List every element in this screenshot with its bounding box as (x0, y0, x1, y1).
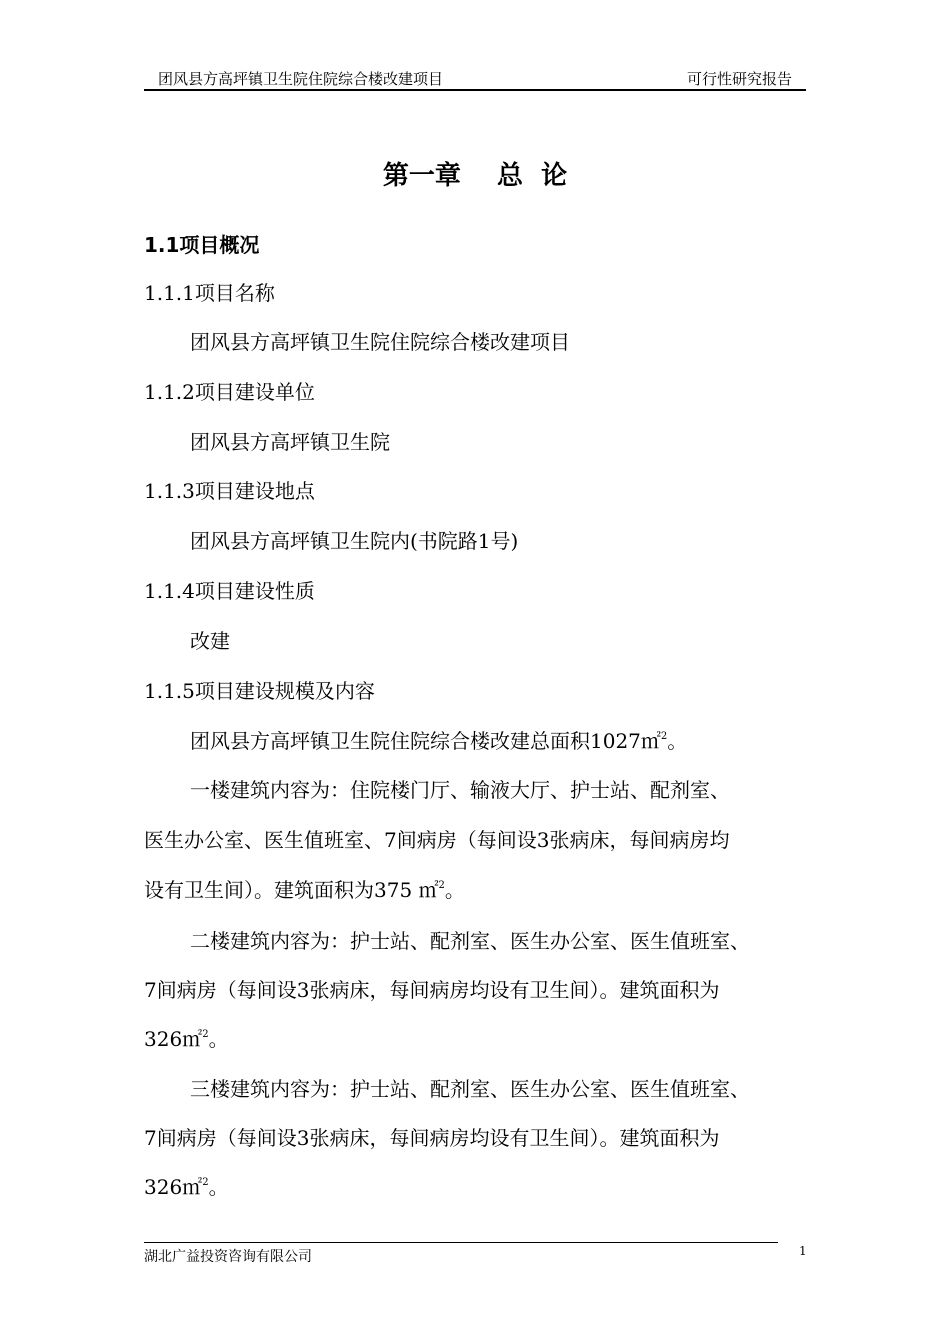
floor3-line1: 三楼建筑内容为：护士站、配剂室、医生办公室、医生值班室、 (190, 1077, 750, 1101)
total-area-end: 。 (667, 729, 688, 753)
construction-nature-value: 改建 (190, 629, 230, 653)
floor1-line1: 一楼建筑内容为：住院楼门厅、输液大厅、护士站、配剂室、 (190, 778, 730, 802)
floor1-line3-text: 设有卫生间）。建筑面积为375 ㎡ (144, 878, 439, 902)
floor2-sup: 2 (202, 1029, 209, 1040)
construction-scale-heading: 1.1.5项目建设规模及内容 (144, 679, 375, 703)
construction-unit-heading: 1.1.2项目建设单位 (144, 380, 315, 404)
construction-location-heading: 1.1.3项目建设地点 (144, 479, 315, 503)
chapter-title: 第一章 总 论 (382, 161, 568, 191)
construction-unit-value: 团风县方高坪镇卫生院 (190, 430, 390, 454)
page-header (144, 66, 806, 91)
total-area-paragraph (190, 727, 687, 755)
footer-company: 湖北广益投资咨询有限公司 (144, 1249, 312, 1265)
construction-nature-heading: 1.1.4项目建设性质 (144, 579, 315, 603)
construction-location-value: 团风县方高坪镇卫生院内(书院路1号) (190, 529, 519, 553)
floor2-line3-text: 326㎡ (144, 1027, 203, 1051)
floor1-end: 。 (444, 878, 465, 902)
page-number: 1 (799, 1244, 807, 1258)
floor3-line3-text: 326㎡ (144, 1175, 203, 1199)
floor1-line2: 医生办公室、医生值班室、7间病房（每间设3张病床，每间病房均 (144, 828, 730, 852)
project-name-value: 团风县方高坪镇卫生院住院综合楼改建项目 (190, 330, 570, 354)
floor1-sup: 2 (438, 880, 445, 891)
footer-rule (144, 1242, 778, 1243)
floor2-line1: 二楼建筑内容为：护士站、配剂室、医生办公室、医生值班室、 (190, 929, 750, 953)
header-project-name: 团风县方高坪镇卫生院住院综合楼改建项目 (158, 70, 444, 88)
section-title: 1.1项目概况 (144, 233, 260, 257)
floor2-line3 (144, 1025, 229, 1053)
total-area-text: 团风县方高坪镇卫生院住院综合楼改建总面积1027㎡ (190, 729, 661, 753)
floor1-line3 (144, 876, 465, 904)
floor3-line3 (144, 1173, 229, 1201)
project-name-heading: 1.1.1项目名称 (144, 281, 275, 305)
floor2-end: 。 (208, 1027, 229, 1051)
header-report-type: 可行性研究报告 (686, 70, 792, 88)
floor2-line2: 7间病房（每间设3张病床，每间病房均设有卫生间）。建筑面积为 (144, 978, 720, 1002)
floor3-end: 。 (208, 1175, 229, 1199)
floor3-line2: 7间病房（每间设3张病床，每间病房均设有卫生间）。建筑面积为 (144, 1126, 720, 1150)
floor3-sup: 2 (202, 1177, 209, 1188)
total-area-sup: 2 (660, 731, 668, 742)
